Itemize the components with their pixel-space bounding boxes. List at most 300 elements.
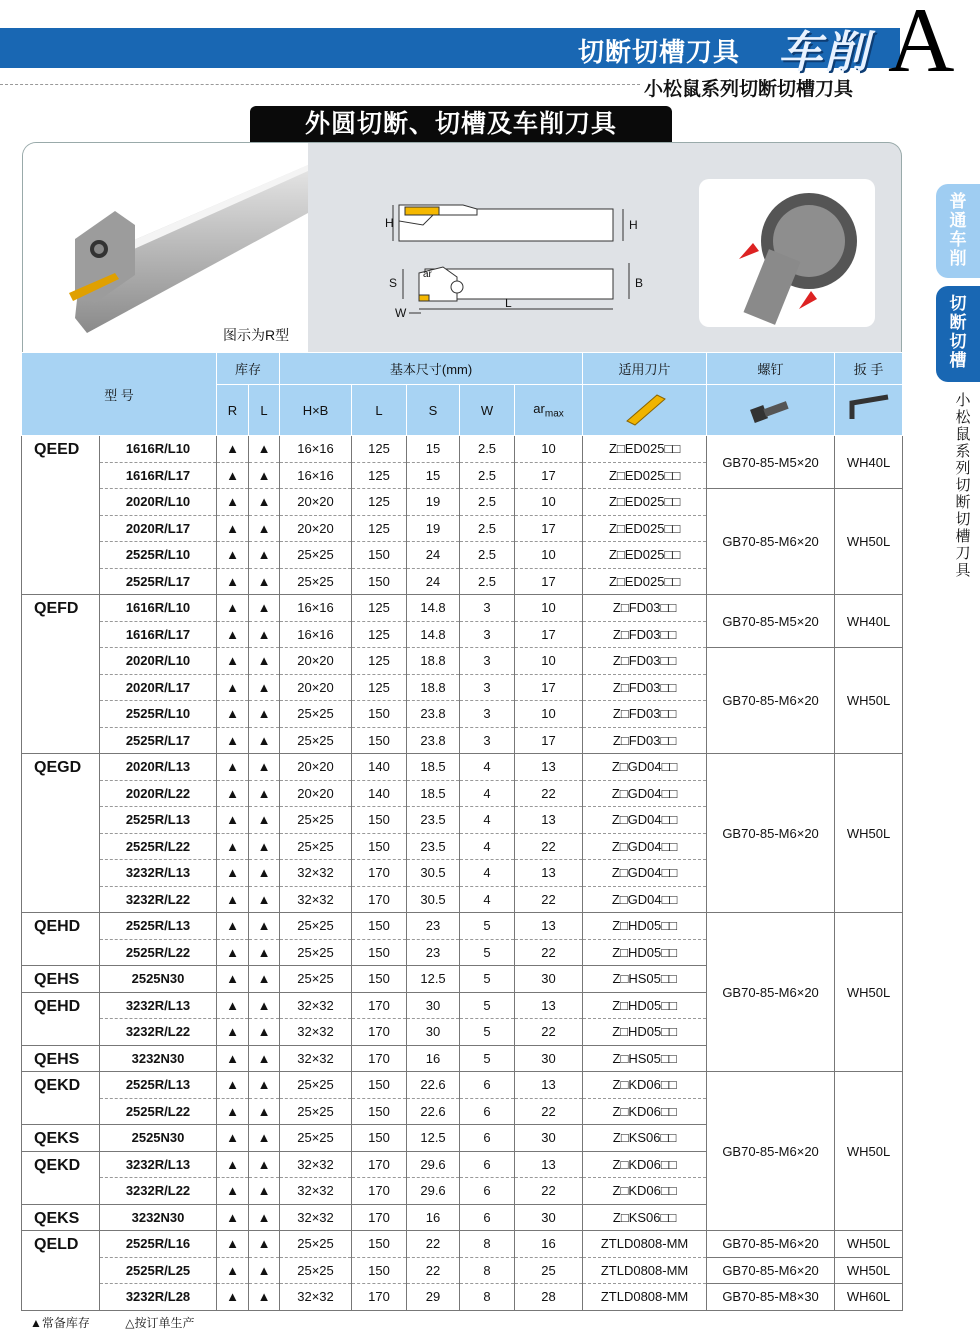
header-hxb: H×B xyxy=(280,385,352,436)
cell-length: 125 xyxy=(352,674,407,701)
dim-label-h-right: H xyxy=(629,218,638,232)
cell-family: QELD xyxy=(22,1231,100,1311)
cell-screw: GB70-85-M6×20 xyxy=(707,754,835,913)
cell-s: 29.6 xyxy=(407,1178,460,1205)
cell-stock-l: ▲ xyxy=(249,833,280,860)
cell-length: 150 xyxy=(352,939,407,966)
cell-s: 29.6 xyxy=(407,1151,460,1178)
cell-length: 150 xyxy=(352,913,407,940)
cell-insert: Z□FD03□□ xyxy=(583,674,707,701)
cell-hxb: 32×32 xyxy=(280,992,352,1019)
cell-stock-r: ▲ xyxy=(217,542,249,569)
cell-length: 140 xyxy=(352,754,407,781)
side-tab-general-turning[interactable] xyxy=(936,184,980,278)
cell-stock-r: ▲ xyxy=(217,833,249,860)
cell-stock-r: ▲ xyxy=(217,1178,249,1205)
cell-stock-l: ▲ xyxy=(249,886,280,913)
cell-wrench: WH40L xyxy=(835,436,903,489)
cell-stock-l: ▲ xyxy=(249,595,280,622)
cell-stock-r: ▲ xyxy=(217,462,249,489)
cell-stock-l: ▲ xyxy=(249,701,280,728)
cell-screw: GB70-85-M8×30 xyxy=(707,1284,835,1311)
cell-w: 5 xyxy=(460,966,515,993)
legend xyxy=(30,1314,226,1331)
cell-screw: GB70-85-M5×20 xyxy=(707,436,835,489)
cell-ar: 30 xyxy=(515,1204,583,1231)
cell-insert: Z□HS05□□ xyxy=(583,1045,707,1072)
cell-ar: 22 xyxy=(515,833,583,860)
cell-s: 16 xyxy=(407,1204,460,1231)
header-w: W xyxy=(460,385,515,436)
cell-model: 3232R/L13 xyxy=(100,860,217,887)
cell-ar: 22 xyxy=(515,1098,583,1125)
cell-screw: GB70-85-M6×20 xyxy=(707,489,835,595)
cell-hxb: 32×32 xyxy=(280,860,352,887)
cell-family: QEKS xyxy=(22,1204,100,1231)
cell-w: 2.5 xyxy=(460,568,515,595)
cell-wrench: WH50L xyxy=(835,489,903,595)
cell-insert: Z□ED025□□ xyxy=(583,568,707,595)
cell-w: 4 xyxy=(460,886,515,913)
cell-model: 2525R/L22 xyxy=(100,1098,217,1125)
cell-hxb: 32×32 xyxy=(280,1178,352,1205)
cell-w: 6 xyxy=(460,1178,515,1205)
cell-hxb: 25×25 xyxy=(280,1125,352,1152)
product-illustration xyxy=(22,142,902,354)
cell-s: 30.5 xyxy=(407,860,460,887)
cell-w: 6 xyxy=(460,1204,515,1231)
cell-stock-l: ▲ xyxy=(249,1125,280,1152)
cell-stock-l: ▲ xyxy=(249,966,280,993)
cell-s: 15 xyxy=(407,436,460,463)
dim-label-ar: ar xyxy=(423,269,432,280)
cell-insert: Z□ED025□□ xyxy=(583,515,707,542)
cell-ar: 28 xyxy=(515,1284,583,1311)
cell-ar: 22 xyxy=(515,886,583,913)
cell-model: 3232R/L13 xyxy=(100,1151,217,1178)
cell-insert: ZTLD0808-MM xyxy=(583,1284,707,1311)
cell-ar: 17 xyxy=(515,515,583,542)
cell-insert: Z□GD04□□ xyxy=(583,833,707,860)
cell-hxb: 25×25 xyxy=(280,807,352,834)
cell-model: 1616R/L10 xyxy=(100,436,217,463)
cell-model: 2020R/L17 xyxy=(100,515,217,542)
cell-wrench: WH50L xyxy=(835,754,903,913)
cell-length: 150 xyxy=(352,1098,407,1125)
cell-length: 170 xyxy=(352,1045,407,1072)
cell-screw: GB70-85-M6×20 xyxy=(707,1072,835,1231)
cell-hxb: 32×32 xyxy=(280,1284,352,1311)
cell-stock-r: ▲ xyxy=(217,1284,249,1311)
cell-insert: Z□ED025□□ xyxy=(583,489,707,516)
cell-hxb: 16×16 xyxy=(280,621,352,648)
cell-ar: 13 xyxy=(515,913,583,940)
cell-s: 22.6 xyxy=(407,1072,460,1099)
header-r: R xyxy=(217,385,249,436)
cell-s: 30.5 xyxy=(407,886,460,913)
tool-holder-render xyxy=(23,143,308,354)
cell-w: 5 xyxy=(460,1045,515,1072)
cell-ar: 17 xyxy=(515,462,583,489)
cell-screw: GB70-85-M6×20 xyxy=(707,913,835,1072)
cell-hxb: 32×32 xyxy=(280,1045,352,1072)
cell-length: 150 xyxy=(352,542,407,569)
cell-stock-l: ▲ xyxy=(249,727,280,754)
cell-family: QEKS xyxy=(22,1125,100,1152)
cell-model: 2020R/L10 xyxy=(100,489,217,516)
header-highlight: 车削 xyxy=(778,28,870,77)
cell-stock-l: ▲ xyxy=(249,1257,280,1284)
cell-stock-r: ▲ xyxy=(217,1231,249,1258)
cell-insert: Z□FD03□□ xyxy=(583,621,707,648)
cell-family: QEKD xyxy=(22,1072,100,1125)
cell-length: 140 xyxy=(352,780,407,807)
cell-ar: 10 xyxy=(515,489,583,516)
cell-s: 12.5 xyxy=(407,966,460,993)
cell-stock-l: ▲ xyxy=(249,1231,280,1258)
cell-stock-r: ▲ xyxy=(217,727,249,754)
cell-hxb: 20×20 xyxy=(280,489,352,516)
cell-ar: 17 xyxy=(515,621,583,648)
cell-model: 2525N30 xyxy=(100,1125,217,1152)
side-vertical-title: 小松鼠系列切断切槽刀具 xyxy=(955,392,971,579)
cell-stock-r: ▲ xyxy=(217,1045,249,1072)
table-row xyxy=(22,436,903,463)
cell-stock-l: ▲ xyxy=(249,1045,280,1072)
header-insert: 适用刀片 xyxy=(583,353,707,385)
cell-w: 5 xyxy=(460,992,515,1019)
cell-hxb: 16×16 xyxy=(280,462,352,489)
cell-s: 16 xyxy=(407,1045,460,1072)
cell-model: 1616R/L17 xyxy=(100,621,217,648)
table-row xyxy=(22,1072,903,1099)
cell-ar: 22 xyxy=(515,1178,583,1205)
cell-w: 8 xyxy=(460,1257,515,1284)
cell-insert: Z□HS05□□ xyxy=(583,966,707,993)
cell-stock-r: ▲ xyxy=(217,621,249,648)
table-row xyxy=(22,648,903,675)
header-title: 切断切槽刀具 xyxy=(578,37,741,67)
cell-length: 150 xyxy=(352,701,407,728)
cell-hxb: 25×25 xyxy=(280,542,352,569)
cell-ar: 30 xyxy=(515,1045,583,1072)
cell-insert: Z□KD06□□ xyxy=(583,1178,707,1205)
header-band xyxy=(0,28,900,77)
cell-family: QEHS xyxy=(22,966,100,993)
cell-stock-l: ▲ xyxy=(249,860,280,887)
legend-order: △按订单生产 xyxy=(125,1316,195,1330)
cell-w: 5 xyxy=(460,939,515,966)
cell-model: 2525R/L16 xyxy=(100,1231,217,1258)
cell-ar: 22 xyxy=(515,780,583,807)
cell-stock-r: ▲ xyxy=(217,807,249,834)
cell-length: 170 xyxy=(352,860,407,887)
cell-stock-l: ▲ xyxy=(249,436,280,463)
cell-family: QEGD xyxy=(22,754,100,913)
cell-model: 2525R/L13 xyxy=(100,807,217,834)
dimension-diagram xyxy=(353,191,653,321)
cell-s: 29 xyxy=(407,1284,460,1311)
cell-hxb: 25×25 xyxy=(280,1072,352,1099)
cell-family: QEKD xyxy=(22,1151,100,1204)
cell-model: 2525R/L17 xyxy=(100,727,217,754)
image-caption: 图示为R型 xyxy=(223,327,290,343)
cell-ar: 13 xyxy=(515,1072,583,1099)
cell-stock-r: ▲ xyxy=(217,913,249,940)
section-letter: A xyxy=(888,0,955,91)
dim-label-b: B xyxy=(635,276,644,290)
cell-wrench: WH60L xyxy=(835,1284,903,1311)
cell-stock-l: ▲ xyxy=(249,462,280,489)
cell-ar: 13 xyxy=(515,860,583,887)
cell-hxb: 20×20 xyxy=(280,754,352,781)
cell-stock-l: ▲ xyxy=(249,1019,280,1046)
cell-length: 150 xyxy=(352,966,407,993)
cell-length: 125 xyxy=(352,436,407,463)
cell-stock-r: ▲ xyxy=(217,674,249,701)
cell-hxb: 25×25 xyxy=(280,727,352,754)
cell-stock-r: ▲ xyxy=(217,648,249,675)
cell-model: 1616R/L10 xyxy=(100,595,217,622)
cell-length: 125 xyxy=(352,515,407,542)
cell-wrench: WH50L xyxy=(835,1072,903,1231)
cell-s: 22 xyxy=(407,1231,460,1258)
cell-s: 24 xyxy=(407,542,460,569)
cell-stock-l: ▲ xyxy=(249,674,280,701)
cell-ar: 22 xyxy=(515,1019,583,1046)
cell-hxb: 20×20 xyxy=(280,648,352,675)
side-tab-parting-grooving[interactable] xyxy=(936,286,980,382)
cell-stock-l: ▲ xyxy=(249,489,280,516)
cell-model: 2525R/L17 xyxy=(100,568,217,595)
cell-s: 30 xyxy=(407,1019,460,1046)
dim-label-w: W xyxy=(395,306,407,320)
cell-w: 2.5 xyxy=(460,462,515,489)
cell-hxb: 25×25 xyxy=(280,833,352,860)
header-model: 型 号 xyxy=(22,353,217,436)
cell-length: 125 xyxy=(352,462,407,489)
cell-stock-r: ▲ xyxy=(217,1257,249,1284)
cell-hxb: 25×25 xyxy=(280,568,352,595)
cell-length: 125 xyxy=(352,595,407,622)
cell-insert: Z□GD04□□ xyxy=(583,754,707,781)
cell-hxb: 20×20 xyxy=(280,515,352,542)
dim-label-l: L xyxy=(505,296,512,310)
header-length: L xyxy=(352,385,407,436)
cell-hxb: 32×32 xyxy=(280,1204,352,1231)
cell-w: 3 xyxy=(460,621,515,648)
cell-model: 2525R/L22 xyxy=(100,939,217,966)
cell-ar: 30 xyxy=(515,966,583,993)
cell-insert: Z□HD05□□ xyxy=(583,939,707,966)
cell-stock-l: ▲ xyxy=(249,1072,280,1099)
cell-model: 2525R/L10 xyxy=(100,701,217,728)
cell-stock-r: ▲ xyxy=(217,886,249,913)
cell-s: 18.5 xyxy=(407,780,460,807)
cell-w: 6 xyxy=(460,1125,515,1152)
cell-insert: Z□FD03□□ xyxy=(583,727,707,754)
cell-ar: 13 xyxy=(515,807,583,834)
cell-stock-l: ▲ xyxy=(249,1204,280,1231)
cell-model: 3232N30 xyxy=(100,1204,217,1231)
cell-screw: GB70-85-M6×20 xyxy=(707,648,835,754)
cell-insert: Z□GD04□□ xyxy=(583,886,707,913)
cell-model: 2020R/L13 xyxy=(100,754,217,781)
cell-w: 3 xyxy=(460,727,515,754)
table-row xyxy=(22,489,903,516)
legend-stock: ▲常备库存 xyxy=(30,1316,90,1330)
cell-stock-r: ▲ xyxy=(217,489,249,516)
cell-hxb: 16×16 xyxy=(280,436,352,463)
cell-ar: 17 xyxy=(515,674,583,701)
cell-w: 5 xyxy=(460,1019,515,1046)
cell-w: 3 xyxy=(460,701,515,728)
cell-stock-r: ▲ xyxy=(217,1204,249,1231)
cell-s: 15 xyxy=(407,462,460,489)
cell-insert: Z□ED025□□ xyxy=(583,462,707,489)
cell-wrench: WH50L xyxy=(835,913,903,1072)
cell-insert: Z□FD03□□ xyxy=(583,701,707,728)
cell-stock-r: ▲ xyxy=(217,1019,249,1046)
cell-stock-r: ▲ xyxy=(217,595,249,622)
cell-stock-l: ▲ xyxy=(249,515,280,542)
cell-insert: Z□KD06□□ xyxy=(583,1072,707,1099)
header-dimensions: 基本尺寸(mm) xyxy=(280,353,583,385)
cell-hxb: 25×25 xyxy=(280,913,352,940)
cell-model: 3232N30 xyxy=(100,1045,217,1072)
table-row xyxy=(22,1231,903,1258)
cell-stock-l: ▲ xyxy=(249,939,280,966)
cell-hxb: 25×25 xyxy=(280,1257,352,1284)
insert-icon-cell xyxy=(583,385,707,436)
cell-insert: Z□HD05□□ xyxy=(583,1019,707,1046)
cell-model: 3232R/L22 xyxy=(100,1019,217,1046)
cell-ar: 10 xyxy=(515,542,583,569)
cell-insert: Z□ED025□□ xyxy=(583,542,707,569)
side-tab-parting-grooving-label: 切断切槽 xyxy=(949,294,967,370)
cell-length: 170 xyxy=(352,1151,407,1178)
cell-insert: Z□FD03□□ xyxy=(583,595,707,622)
cell-stock-l: ▲ xyxy=(249,754,280,781)
cell-family: QEHS xyxy=(22,1045,100,1072)
cell-length: 150 xyxy=(352,1125,407,1152)
cell-length: 150 xyxy=(352,1072,407,1099)
cell-length: 170 xyxy=(352,992,407,1019)
tool-in-use-photo xyxy=(699,179,875,327)
cell-w: 3 xyxy=(460,674,515,701)
spec-table-body xyxy=(22,436,903,1311)
cell-stock-r: ▲ xyxy=(217,568,249,595)
header-wrench: 扳 手 xyxy=(835,353,903,385)
cell-ar: 10 xyxy=(515,436,583,463)
cell-s: 12.5 xyxy=(407,1125,460,1152)
spec-table xyxy=(21,352,903,1311)
cell-ar: 25 xyxy=(515,1257,583,1284)
wrench-icon-cell xyxy=(835,385,903,436)
cell-model: 2020R/L22 xyxy=(100,780,217,807)
dim-label-s: S xyxy=(389,276,398,290)
cell-w: 4 xyxy=(460,833,515,860)
cell-stock-r: ▲ xyxy=(217,515,249,542)
cell-stock-l: ▲ xyxy=(249,648,280,675)
cell-length: 150 xyxy=(352,1231,407,1258)
cell-s: 19 xyxy=(407,489,460,516)
cell-insert: Z□KS06□□ xyxy=(583,1204,707,1231)
cell-length: 125 xyxy=(352,489,407,516)
cell-ar: 17 xyxy=(515,568,583,595)
cell-model: 2020R/L17 xyxy=(100,674,217,701)
cell-model: 2525R/L10 xyxy=(100,542,217,569)
cell-w: 2.5 xyxy=(460,436,515,463)
cell-ar: 10 xyxy=(515,701,583,728)
cell-ar: 22 xyxy=(515,939,583,966)
cell-insert: Z□KD06□□ xyxy=(583,1098,707,1125)
cell-hxb: 25×25 xyxy=(280,1098,352,1125)
cell-insert: ZTLD0808-MM xyxy=(583,1257,707,1284)
cell-length: 170 xyxy=(352,1284,407,1311)
side-tab-general-turning-label: 普通车削 xyxy=(949,192,967,268)
cell-length: 170 xyxy=(352,886,407,913)
cell-w: 8 xyxy=(460,1284,515,1311)
cell-stock-l: ▲ xyxy=(249,1098,280,1125)
cell-length: 125 xyxy=(352,621,407,648)
cell-stock-l: ▲ xyxy=(249,542,280,569)
cell-s: 18.5 xyxy=(407,754,460,781)
cell-w: 3 xyxy=(460,595,515,622)
cell-ar: 10 xyxy=(515,648,583,675)
cell-w: 2.5 xyxy=(460,489,515,516)
screw-icon-cell xyxy=(707,385,835,436)
cell-s: 23 xyxy=(407,913,460,940)
cell-s: 18.8 xyxy=(407,648,460,675)
cell-length: 150 xyxy=(352,807,407,834)
cell-insert: Z□HD05□□ xyxy=(583,992,707,1019)
cell-s: 30 xyxy=(407,992,460,1019)
header-s: S xyxy=(407,385,460,436)
cell-insert: Z□GD04□□ xyxy=(583,860,707,887)
cell-stock-r: ▲ xyxy=(217,754,249,781)
cell-wrench: WH40L xyxy=(835,595,903,648)
cell-length: 150 xyxy=(352,1257,407,1284)
cell-length: 170 xyxy=(352,1178,407,1205)
cell-ar: 13 xyxy=(515,1151,583,1178)
cell-w: 4 xyxy=(460,807,515,834)
cell-w: 4 xyxy=(460,754,515,781)
table-row xyxy=(22,913,903,940)
cell-stock-r: ▲ xyxy=(217,939,249,966)
cell-stock-l: ▲ xyxy=(249,807,280,834)
cell-s: 23 xyxy=(407,939,460,966)
cell-insert: Z□GD04□□ xyxy=(583,807,707,834)
cell-wrench: WH50L xyxy=(835,1231,903,1258)
cell-stock-r: ▲ xyxy=(217,1151,249,1178)
cell-insert: Z□KS06□□ xyxy=(583,1125,707,1152)
cell-s: 14.8 xyxy=(407,621,460,648)
cell-stock-r: ▲ xyxy=(217,1098,249,1125)
cell-hxb: 25×25 xyxy=(280,701,352,728)
cell-stock-r: ▲ xyxy=(217,436,249,463)
cell-ar: 17 xyxy=(515,727,583,754)
cell-w: 2.5 xyxy=(460,515,515,542)
cell-screw: GB70-85-M6×20 xyxy=(707,1257,835,1284)
cell-s: 18.8 xyxy=(407,674,460,701)
cell-wrench: WH50L xyxy=(835,648,903,754)
cell-stock-l: ▲ xyxy=(249,913,280,940)
cell-stock-l: ▲ xyxy=(249,780,280,807)
cell-w: 6 xyxy=(460,1151,515,1178)
header-ar xyxy=(515,385,583,436)
cell-s: 23.5 xyxy=(407,807,460,834)
